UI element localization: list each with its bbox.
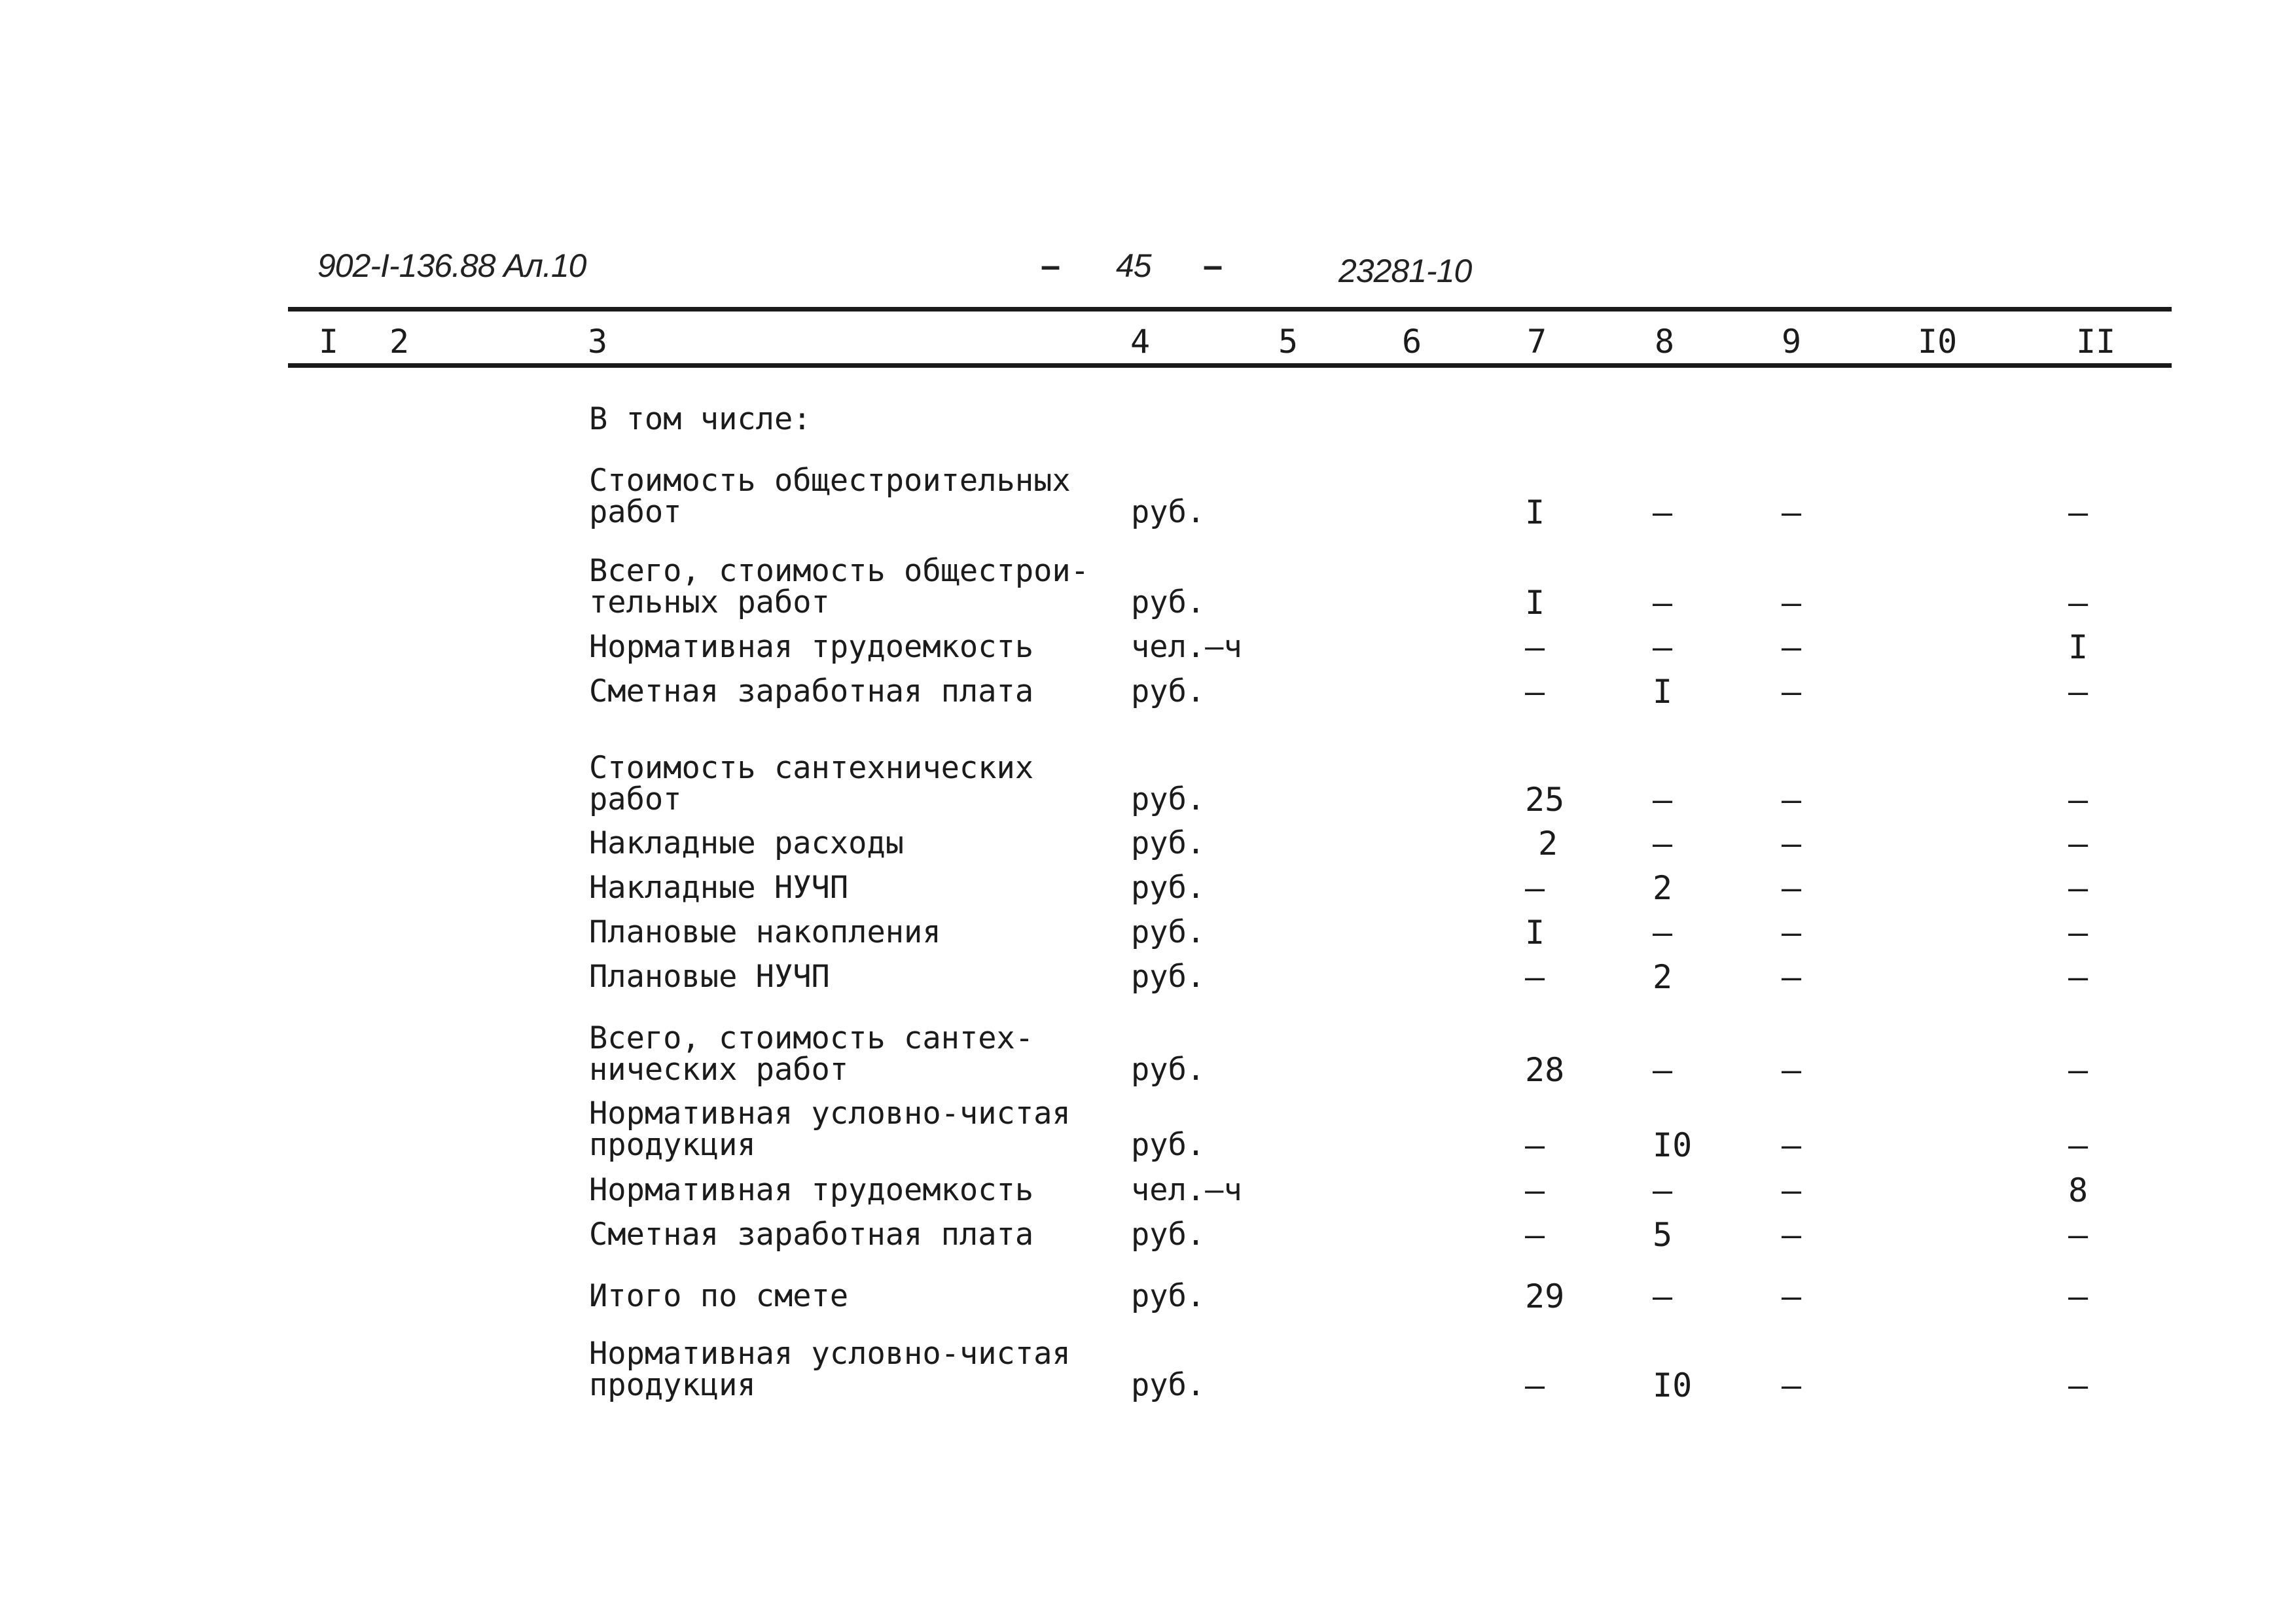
row-unit: руб. [1131,584,1206,620]
row-value-col9: – [1782,584,1802,622]
row-value-col11: – [2068,958,2089,996]
row-value-col7: I [1525,584,1545,622]
row-unit: чел.–ч [1131,1172,1242,1208]
row-value-col11: – [2068,673,2089,711]
row-description: Всего, стоимость общестрои- тельных работ [589,553,1090,620]
table-top-rule [288,307,2172,312]
sheet-code: 23281-10 [1338,253,1472,289]
row-description: Накладные расходы [589,825,905,861]
row-value-col9: – [1782,628,1802,666]
row-value-col7: – [1525,1126,1545,1164]
column-header: 5 [1278,323,1299,361]
row-unit: руб. [1131,870,1206,906]
row-value-col7: 25 [1525,781,1565,819]
row-unit: руб. [1131,1367,1206,1403]
row-value-col9: – [1782,1171,1802,1209]
page-number: 45 [1116,247,1151,284]
row-value-col11: – [2068,1051,2089,1089]
row-value-col9: – [1782,673,1802,711]
row-value-col8: 2 [1653,869,1673,907]
column-header: II [2076,323,2116,361]
column-header: I0 [1918,323,1958,361]
row-value-col11: – [2068,1277,2089,1315]
row-description: Нормативная условно-чистая продукция [589,1336,1071,1403]
row-value-col9: – [1782,914,1802,952]
row-unit: руб. [1131,959,1206,995]
row-description: Нормативная трудоемкость [589,1172,1034,1208]
column-header: 3 [588,323,608,361]
row-value-col7: – [1525,628,1545,666]
row-value-col9: – [1782,1051,1802,1089]
row-value-col8: – [1653,781,1673,819]
row-value-col11: – [2068,1216,2089,1254]
column-header: 7 [1527,323,1547,361]
document-code: 902-I-136.88 Ал.10 [317,247,586,284]
row-value-col9: – [1782,869,1802,907]
column-header: 6 [1402,323,1422,361]
row-value-col7: – [1525,1171,1545,1209]
row-value-col7: – [1525,958,1545,996]
row-value-col8: – [1653,914,1673,952]
row-description: Плановые НУЧП [589,959,830,995]
row-value-col11: – [2068,584,2089,622]
row-value-col9: – [1782,825,1802,863]
row-value-col11: – [2068,1366,2089,1404]
row-value-col8: I0 [1653,1366,1693,1404]
row-description: Сметная заработная плата [589,673,1034,709]
row-value-col9: – [1782,1277,1802,1315]
row-unit: руб. [1131,673,1206,709]
row-value-col8: – [1653,1277,1673,1315]
row-value-col7: I [1525,914,1545,952]
row-value-col11: I [2068,628,2089,666]
row-value-col8: 2 [1653,958,1673,996]
row-description: В том числе: [589,401,812,437]
row-value-col9: – [1782,1366,1802,1404]
row-value-col9: – [1782,958,1802,996]
row-value-col7: – [1525,1216,1545,1254]
row-value-col8: – [1653,1051,1673,1089]
row-unit: руб. [1131,1127,1206,1163]
row-unit: руб. [1131,1052,1206,1088]
row-value-col8: – [1653,493,1673,531]
row-unit: руб. [1131,781,1206,817]
row-value-col7: – [1525,869,1545,907]
column-header: 8 [1655,323,1675,361]
page-number-dash-right: – [1203,246,1223,285]
row-unit: руб. [1131,494,1206,530]
row-value-col11: – [2068,493,2089,531]
row-value-col7: I [1525,493,1545,531]
table-header-rule [288,363,2172,368]
row-value-col11: 8 [2068,1171,2089,1209]
row-description: Нормативная трудоемкость [589,629,1034,665]
row-unit: руб. [1131,1217,1206,1253]
row-value-col7: – [1525,1366,1545,1404]
row-unit: руб. [1131,1278,1206,1314]
row-value-col11: – [2068,869,2089,907]
row-unit: руб. [1131,825,1206,861]
row-value-col7: 2 [1538,825,1558,863]
row-value-col8: I0 [1653,1126,1693,1164]
row-value-col11: – [2068,914,2089,952]
row-value-col7: 28 [1525,1051,1565,1089]
row-description: Итого по смете [589,1278,849,1314]
row-description: Стоимость сантехнических работ [589,750,1034,817]
row-unit: руб. [1131,914,1206,950]
row-value-col8: 5 [1653,1216,1673,1254]
row-value-col8: – [1653,628,1673,666]
row-value-col11: – [2068,825,2089,863]
column-header: I [319,323,339,361]
column-header: 9 [1782,323,1802,361]
row-value-col9: – [1782,1216,1802,1254]
row-value-col8: I [1653,673,1673,711]
row-description: Всего, стоимость сантех- нических работ [589,1020,1034,1088]
row-description: Нормативная условно-чистая продукция [589,1096,1071,1163]
row-unit: чел.–ч [1131,629,1242,665]
row-value-col8: – [1653,1171,1673,1209]
row-description: Стоимость общестроительных работ [589,463,1071,530]
row-description: Сметная заработная плата [589,1217,1034,1253]
row-value-col9: – [1782,493,1802,531]
row-value-col9: – [1782,1126,1802,1164]
row-value-col8: – [1653,584,1673,622]
column-header: 4 [1130,323,1151,361]
row-value-col7: – [1525,673,1545,711]
row-value-col11: – [2068,1126,2089,1164]
column-header: 2 [389,323,410,361]
row-value-col7: 29 [1525,1277,1565,1315]
row-description: Накладные НУЧП [589,870,849,906]
row-description: Плановые накопления [589,914,941,950]
row-value-col8: – [1653,825,1673,863]
row-value-col9: – [1782,781,1802,819]
row-value-col11: – [2068,781,2089,819]
page-number-dash-left: – [1041,246,1060,285]
